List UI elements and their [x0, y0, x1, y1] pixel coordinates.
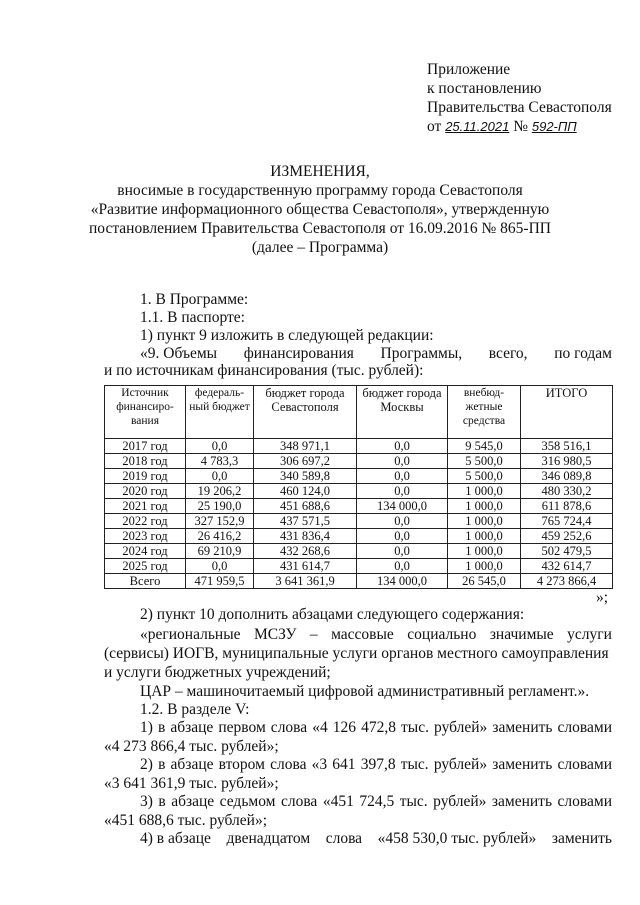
- table-cell: 134 000,0: [357, 499, 448, 514]
- word: заменить: [551, 830, 612, 847]
- heading-line: постановлением Правительства Севастополя от 16.09.2016 № 865-ПП: [89, 220, 551, 237]
- table-cell: 459 252,6: [521, 529, 613, 544]
- table-row: [105, 454, 613, 469]
- table-cell: 1 000,0: [448, 529, 521, 544]
- row-label-cell: 2021 год: [105, 499, 186, 514]
- table-cell: 306 697,2: [254, 454, 357, 469]
- table-cell: 4 783,3: [186, 454, 254, 469]
- table-cell: 0,0: [357, 484, 448, 499]
- table-cell: 1 000,0: [448, 499, 521, 514]
- table-cell: 431 836,4: [254, 529, 357, 544]
- table-cell: 26 545,0: [448, 574, 521, 589]
- word: «458 530,0 тыс. рублей»: [377, 830, 537, 847]
- word: –: [309, 626, 318, 643]
- table-cell: 451 688,6: [254, 499, 357, 514]
- row-label-cell: 2025 год: [105, 559, 186, 574]
- paragraph: 1.1. В паспорте:: [140, 309, 245, 326]
- table-cell: 4 273 866,4: [521, 574, 613, 589]
- document-heading: [0, 162, 640, 257]
- table-row: [105, 574, 613, 589]
- table-cell: 0,0: [357, 544, 448, 559]
- table-cell: 0,0: [357, 469, 448, 484]
- word: по годам: [554, 345, 612, 362]
- table-cell: 340 589,8: [254, 469, 357, 484]
- table-cell: 5 500,0: [448, 469, 521, 484]
- word: двенадцатом: [226, 830, 311, 847]
- table-cell: 437 571,5: [254, 514, 357, 529]
- paragraph-justified: [140, 625, 612, 644]
- table-cell: 471 959,5: [186, 574, 254, 589]
- word: МСЗУ: [253, 626, 297, 643]
- from-label: от: [427, 118, 442, 135]
- paragraph: ЦАР – машиночитаемый цифровой административный регламент.».: [140, 683, 590, 700]
- approval-line: к постановлению: [427, 80, 542, 97]
- row-label-cell: 2019 год: [105, 469, 186, 484]
- paragraph: «4 273 866,4 тыс. рублей»;: [104, 738, 279, 755]
- table-cell: 69 210,9: [186, 544, 254, 559]
- approval-line: Приложение: [427, 61, 511, 78]
- table-cell: 25 190,0: [186, 499, 254, 514]
- column-header: бюджет города Москвы: [357, 386, 448, 439]
- word: финансирования: [243, 345, 354, 362]
- table-row: [105, 559, 613, 574]
- table-cell: 26 416,2: [186, 529, 254, 544]
- column-header: бюджет города Севастополя: [254, 386, 357, 439]
- financing-table: [104, 385, 613, 589]
- row-label-cell: 2020 год: [105, 484, 186, 499]
- table-cell: 0,0: [357, 559, 448, 574]
- table-cell: 0,0: [186, 439, 254, 454]
- table-cell: 611 878,6: [521, 499, 613, 514]
- closing-quote: »;: [596, 589, 609, 606]
- table-row: [105, 439, 613, 454]
- paragraph: 1) пункт 9 изложить в следующей редакции:: [140, 327, 434, 344]
- word: 4) в абзаце: [140, 830, 211, 847]
- column-header: ИТОГО: [521, 386, 613, 439]
- table-header-row: [105, 386, 613, 439]
- table-cell: 348 971,1: [254, 439, 357, 454]
- row-label-cell: 2023 год: [105, 529, 186, 544]
- paragraph: (сервисы) ИОГВ, муниципальные услуги органов местного самоуправления: [104, 645, 609, 662]
- approval-block: [427, 60, 612, 136]
- heading-line: вносимые в государственную программу города Севастополя: [117, 182, 523, 199]
- number-label: №: [513, 118, 528, 135]
- row-label-cell: Всего: [105, 574, 186, 589]
- table-cell: 3 641 361,9: [254, 574, 357, 589]
- table-cell: 0,0: [357, 529, 448, 544]
- table-cell: 0,0: [357, 454, 448, 469]
- word: слова: [325, 830, 363, 847]
- column-header: Источник финансиро-вания: [105, 386, 186, 439]
- table-cell: 1 000,0: [448, 544, 521, 559]
- column-header: федераль-ный бюджет: [186, 386, 254, 439]
- row-label-cell: 2017 год: [105, 439, 186, 454]
- table-cell: 432 268,6: [254, 544, 357, 559]
- table-cell: 432 614,7: [521, 559, 613, 574]
- approval-date-line: [427, 117, 612, 136]
- table-cell: 1 000,0: [448, 484, 521, 499]
- word: всего,: [488, 345, 528, 362]
- word: «региональные: [140, 626, 241, 643]
- table-cell: 480 330,2: [521, 484, 613, 499]
- column-header: внебюд-жетные средства: [448, 386, 521, 439]
- paragraph: 2) пункт 10 дополнить абзацами следующего содержания:: [140, 606, 525, 623]
- row-label-cell: 2024 год: [105, 544, 186, 559]
- table-cell: 9 545,0: [448, 439, 521, 454]
- paragraph: «3 641 361,9 тыс. рублей»;: [104, 775, 279, 792]
- row-label-cell: 2018 год: [105, 454, 186, 469]
- paragraph: 3) в абзаце седьмом слова «451 724,5 тыс. рублей» заменить словами: [140, 793, 612, 810]
- table-cell: 1 000,0: [448, 559, 521, 574]
- table-cell: 0,0: [357, 514, 448, 529]
- word: Программы,: [380, 345, 463, 362]
- table-cell: 0,0: [357, 439, 448, 454]
- table-cell: 316 980,5: [521, 454, 613, 469]
- table-cell: 0,0: [186, 559, 254, 574]
- document-title: ИЗМЕНЕНИЯ,: [270, 163, 370, 180]
- word: «9. Объемы: [140, 345, 218, 362]
- table-cell: 327 152,9: [186, 514, 254, 529]
- row-label-cell: 2022 год: [105, 514, 186, 529]
- heading-line: «Развитие информационного общества Севастополя», утвержденную: [90, 201, 550, 218]
- heading-line: (далее – Программа): [251, 239, 389, 256]
- approval-date: 25.11.2021: [445, 119, 510, 134]
- table-cell: 19 206,2: [186, 484, 254, 499]
- table-row: [105, 499, 613, 514]
- table-row: [105, 529, 613, 544]
- table-cell: 134 000,0: [357, 574, 448, 589]
- table-row: [105, 544, 613, 559]
- table-cell: 460 124,0: [254, 484, 357, 499]
- paragraph: 1. В Программе:: [140, 291, 249, 308]
- word: значимые: [489, 626, 554, 643]
- paragraph: и по источникам финансирования (тыс. рублей):: [104, 362, 424, 379]
- paragraph: и услуги бюджетных учреждений;: [104, 664, 331, 681]
- table-cell: 358 516,1: [521, 439, 613, 454]
- table-cell: 502 479,5: [521, 544, 613, 559]
- word: социально: [407, 626, 477, 643]
- table-row: [105, 469, 613, 484]
- paragraph-justified: [140, 829, 612, 848]
- table-row: [105, 514, 613, 529]
- approval-number: 592-ПП: [531, 119, 577, 134]
- paragraph: 1) в абзаце первом слова «4 126 472,8 тыс. рублей» заменить словами: [140, 719, 612, 736]
- table-cell: 1 000,0: [448, 514, 521, 529]
- paragraph: 1.2. В разделе V:: [140, 701, 250, 718]
- table-cell: 765 724,4: [521, 514, 613, 529]
- table-cell: 0,0: [186, 469, 254, 484]
- paragraph: 2) в абзаце втором слова «3 641 397,8 тыс. рублей» заменить словами: [140, 756, 612, 773]
- word: услуги: [567, 626, 612, 643]
- approval-line: Правительства Севастополя: [427, 99, 612, 116]
- table-cell: 5 500,0: [448, 454, 521, 469]
- table-cell: 431 614,7: [254, 559, 357, 574]
- word: массовые: [331, 626, 394, 643]
- table-cell: 346 089,8: [521, 469, 613, 484]
- paragraph: «451 688,6 тыс. рублей»;: [104, 812, 267, 829]
- table-row: [105, 484, 613, 499]
